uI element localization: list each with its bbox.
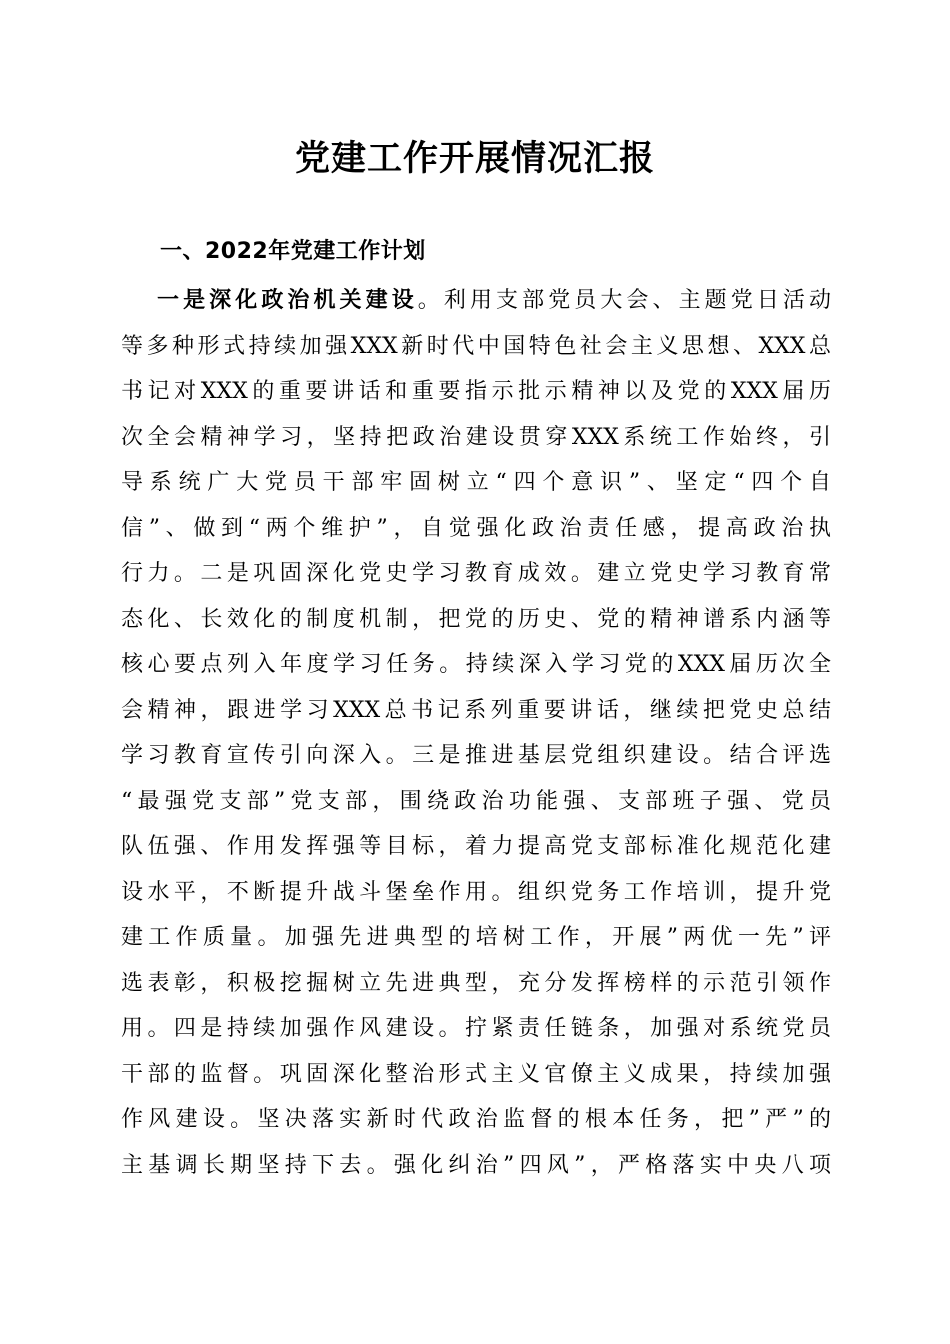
paragraph-line: [121, 278, 831, 324]
paragraph-line: 用。四是持续加强作风建设。拧紧责任链条，加强对系统党员: [121, 1016, 831, 1041]
paragraph-line: 等多种形式持续加强XXX新时代中国特色社会主义思想、XXX总: [121, 333, 831, 359]
paragraph-line: “最强党支部”党支部，围绕政治功能强、支部班子强、党员: [121, 788, 831, 814]
paragraph-line: 次全会精神学习，坚持把政治建设贯穿XXX系统工作始终，引: [121, 424, 831, 450]
paragraph-line: 信”、做到“两个维护”，自觉强化政治责任感，提高政治执: [121, 515, 831, 541]
section-heading: 一、2022年党建工作计划: [160, 239, 426, 264]
paragraph-line: 设水平，不断提升战斗堡垒作用。组织党务工作培训，提升党: [121, 879, 831, 905]
paragraph-line: 书记对XXX的重要讲话和重要指示批示精神以及党的XXX届历: [121, 379, 831, 404]
paragraph-line: 态化、长效化的制度机制，把党的历史、党的精神谱系内涵等: [121, 606, 831, 632]
paragraph-line: 队伍强、作用发挥强等目标，着力提高党支部标准化规范化建: [121, 834, 831, 859]
paragraph-line: 会精神，跟进学习XXX总书记系列重要讲话，继续把党史总结: [121, 697, 831, 723]
paragraph-line: 导系统广大党员干部牢固树立“四个意识”、坚定“四个自: [121, 470, 831, 495]
document-title: 党建工作开展情况汇报: [294, 138, 655, 179]
paragraph-line: 干部的监督。巩固深化整治形式主义官僚主义成果，持续加强: [121, 1061, 831, 1087]
paragraph-line: 作风建设。坚决落实新时代政治监督的根本任务，把”严”的: [121, 1107, 831, 1132]
body-text: [121, 278, 831, 1188]
paragraph-line: 选表彰，积极挖掘树立先进典型，充分发挥榜样的示范引领作: [121, 970, 831, 996]
paragraph-line: 核心要点列入年度学习任务。持续深入学习党的XXX届历次全: [121, 652, 831, 677]
paragraph-line: 学习教育宣传引向深入。三是推进基层党组织建设。结合评选: [121, 743, 831, 768]
paragraph-line-text: 。利用支部党员大会、主题党日活动: [417, 288, 831, 313]
paragraph-line: 主基调长期坚持下去。强化纠治”四风”，严格落实中央八项: [121, 1152, 831, 1178]
paragraph-lead: 一是深化政治机关建设: [157, 287, 418, 313]
paragraph-line: 建工作质量。加强先进典型的培树工作，开展”两优一先”评: [121, 925, 831, 950]
paragraph-line: 行力。二是巩固深化党史学习教育成效。建立党史学习教育常: [121, 561, 831, 586]
